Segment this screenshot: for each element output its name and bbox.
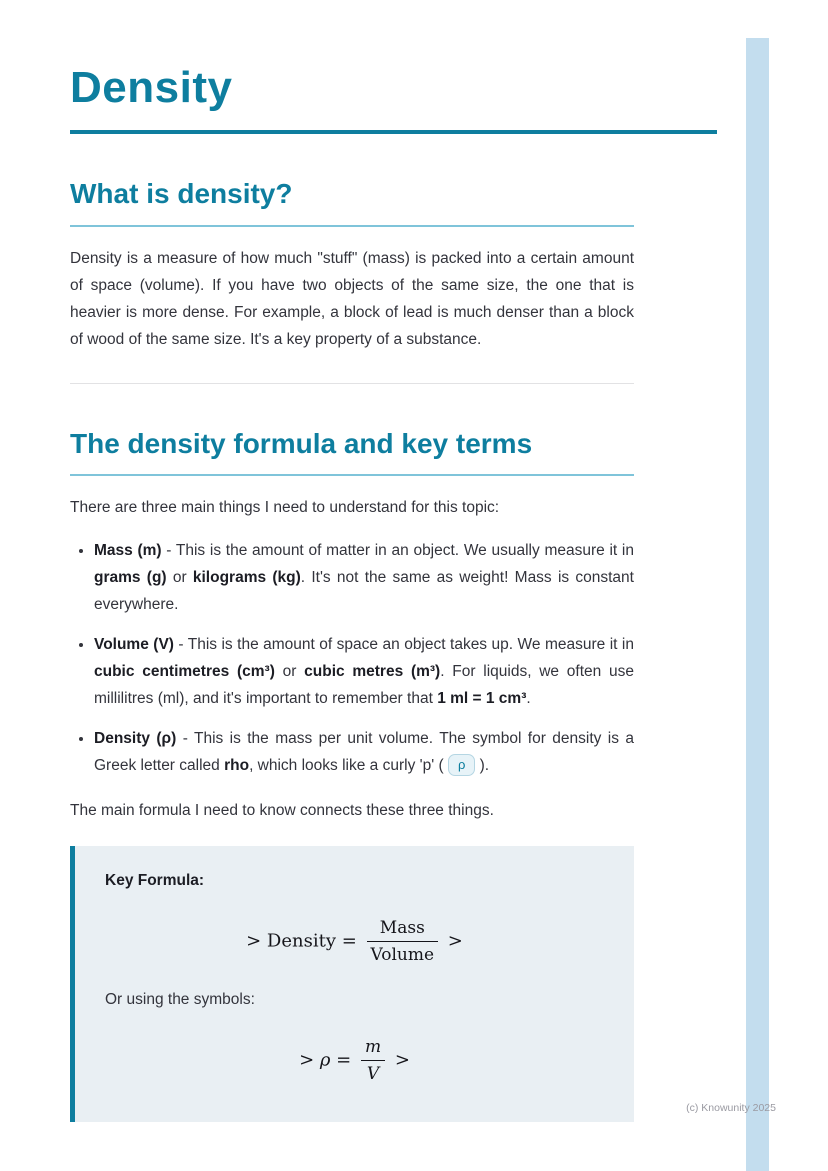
page-title: Density <box>70 63 233 112</box>
formula-suffix: > <box>389 1049 410 1071</box>
formula-prefix: > ρ = <box>299 1049 357 1071</box>
section-divider <box>70 383 634 384</box>
list-item-volume: • Volume (V) - This is the amount of space an object takes up. We measure it in cubic centimetres (cm³) or cubic metres (m³). For liquids, we often use millilitres (ml), and it's important to remember that 1 ml = 1 cm³. <box>94 631 634 712</box>
key-terms-list <box>70 537 634 779</box>
side-stripe <box>746 38 769 1171</box>
fraction-numerator: m <box>364 1036 382 1057</box>
fraction-mass-over-volume <box>367 918 439 965</box>
list-item-density: • Density (ρ) - This is the mass per unit volume. The symbol for density is a Greek letter called rho, which looks like a curly 'p' ( ρ ). <box>94 725 634 779</box>
paragraph-intro: There are three main things I need to understand for this topic: <box>70 498 500 516</box>
fraction-m-over-v <box>361 1037 385 1084</box>
density-formula-words <box>105 918 604 965</box>
title-rule <box>70 130 717 134</box>
paragraph-what-is-density: Density is a measure of how much "stuff" (mass) is packed into a certain amount of space (volume). If you have two objects of the same size, the one that is heavier is more dense. For example, a block of lead is much denser than a block of wood of the same size. It's a key property of a substance. <box>70 249 634 348</box>
callout-label: Key Formula: <box>105 871 205 889</box>
section-heading-what-is-density: What is density? <box>70 178 634 226</box>
rho-symbol-chip: ρ <box>448 754 475 776</box>
formula-suffix: > <box>442 930 463 952</box>
footer-credit: (c) Knowunity 2025 <box>686 1102 776 1114</box>
document-page <box>70 64 634 1122</box>
section-heading-formula-key-terms: The density formula and key terms <box>70 428 634 476</box>
or-using-symbols-text: Or using the symbols: <box>105 990 255 1008</box>
formula-prefix: > Density = <box>246 930 363 952</box>
key-formula-callout <box>70 846 634 1122</box>
density-formula-symbols <box>105 1037 604 1084</box>
fraction-denominator: Volume <box>367 941 439 965</box>
list-item-mass: • Mass (m) - This is the amount of matter in an object. We usually measure it in grams (g) or kilograms (kg). It's not the same as weight! Mass is constant everywhere. <box>94 537 634 618</box>
paragraph-outro: The main formula I need to know connects these three things. <box>70 801 494 819</box>
fraction-numerator: Mass <box>379 917 425 938</box>
fraction-denominator: V <box>361 1060 385 1084</box>
